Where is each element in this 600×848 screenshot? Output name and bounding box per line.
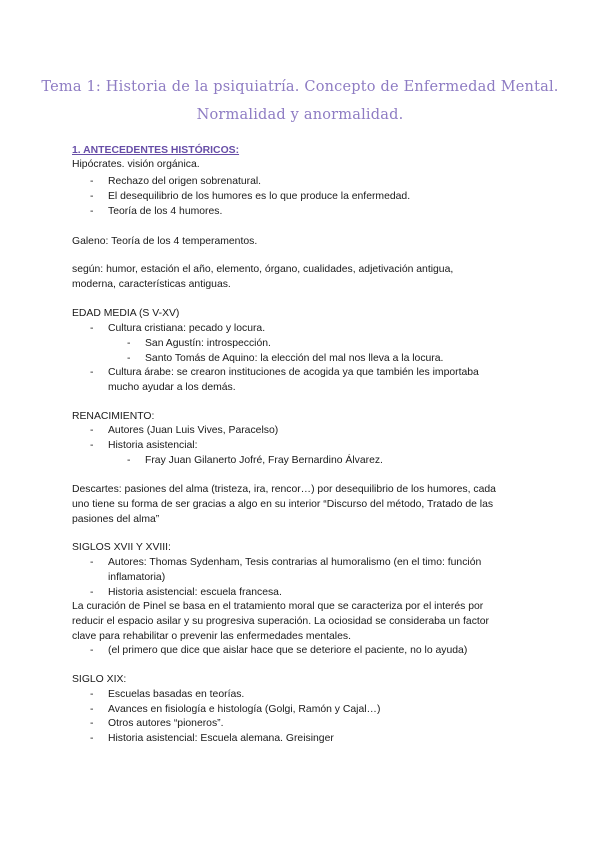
bullet-dash: - <box>90 733 94 744</box>
bullet-dash: - <box>90 367 94 378</box>
descartes-line-1: Descartes: pasiones del alma (tristeza, ira, rencor…) por desequilibrio de los humores, cada <box>72 484 496 495</box>
hipocrates-line: Hipócrates. visión orgánica. <box>72 159 200 170</box>
bullet-dash: - <box>90 425 94 436</box>
list-item-continuation: inflamatoria) <box>108 572 166 583</box>
list-item: Autores (Juan Luis Vives, Paracelso) <box>108 425 279 436</box>
pinel-line-2: reducir el espacio asilar y su progresiva superación. La ociosidad se consideraba un factor <box>72 616 490 627</box>
bullet-dash: - <box>90 704 94 715</box>
bullet-dash: - <box>127 455 131 466</box>
bullet-dash: - <box>127 353 131 364</box>
list-item: Rechazo del origen sobrenatural. <box>108 176 262 187</box>
title-line-1: Tema 1: Historia de la psiquiatría. Concepto de Enfermedad Mental. <box>41 79 559 95</box>
pinel-line-1: La curación de Pinel se basa en el tratamiento moral que se caracteriza por el interés por <box>72 601 484 612</box>
siglo-xix-heading: SIGLO XIX: <box>72 674 127 685</box>
list-item: Cultura árabe: se crearon instituciones de acogida ya que también les importaba <box>108 367 479 378</box>
sub-list-item: Fray Juan Gilanerto Jofré, Fray Bernardino Álvarez. <box>145 455 383 466</box>
bullet-dash: - <box>90 557 94 568</box>
renacimiento-heading: RENACIMIENTO: <box>72 411 155 422</box>
sub-list-item: San Agustín: introspección. <box>145 338 271 349</box>
list-item: Historia asistencial: <box>108 440 198 451</box>
list-item: Historia asistencial: Escuela alemana. Greisinger <box>108 733 334 744</box>
bullet-dash: - <box>127 338 131 349</box>
descartes-line-2: uno tiene su forma de ser gracias a algo en su interior “Discurso del método, Tratado de las <box>72 499 494 510</box>
segun-line-1: según: humor, estación el año, elemento, órgano, cualidades, adjetivación antigua, <box>72 264 454 275</box>
list-item: Avances en fisiología e histología (Golgi, Ramón y Cajal…) <box>108 704 381 715</box>
bullet-dash: - <box>90 689 94 700</box>
bullet-dash: - <box>90 206 94 217</box>
bullet-dash: - <box>90 587 94 598</box>
bullet-dash: - <box>90 440 94 451</box>
list-item: (el primero que dice que aislar hace que se deteriore el paciente, no lo ayuda) <box>108 645 468 656</box>
list-item: El desequilibrio de los humores es lo que produce la enfermedad. <box>108 191 411 202</box>
edad-media-heading: EDAD MEDIA (S V-XV) <box>72 308 180 319</box>
list-item: Escuelas basadas en teorías. <box>108 689 245 700</box>
title-line-2: Normalidad y anormalidad. <box>196 107 404 123</box>
sub-list-item: Santo Tomás de Aquino: la elección del mal nos lleva a la locura. <box>145 353 444 364</box>
bullet-dash: - <box>90 718 94 729</box>
section-heading: 1. ANTECEDENTES HISTÓRICOS: <box>72 145 240 156</box>
pinel-line-3: clave para rehabilitar o prevenir las enfermedades mentales. <box>72 631 351 642</box>
descartes-line-3: pasiones del alma” <box>72 514 160 525</box>
siglos-heading: SIGLOS XVII Y XVIII: <box>72 542 171 553</box>
list-item: Historia asistencial: escuela francesa. <box>108 587 282 598</box>
bullet-dash: - <box>90 323 94 334</box>
bullet-dash: - <box>90 176 94 187</box>
bullet-dash: - <box>90 645 94 656</box>
list-item-continuation: mucho ayudar a los demás. <box>108 382 236 393</box>
list-item: Teoría de los 4 humores. <box>108 206 223 217</box>
galeno-line: Galeno: Teoría de los 4 temperamentos. <box>72 236 258 247</box>
segun-line-2: moderna, características antiguas. <box>72 279 231 290</box>
bullet-dash: - <box>90 191 94 202</box>
list-item: Autores: Thomas Sydenham, Tesis contrarias al humoralismo (en el timo: función <box>108 557 482 568</box>
list-item: Cultura cristiana: pecado y locura. <box>108 323 266 334</box>
list-item: Otros autores “pioneros”. <box>108 718 224 729</box>
